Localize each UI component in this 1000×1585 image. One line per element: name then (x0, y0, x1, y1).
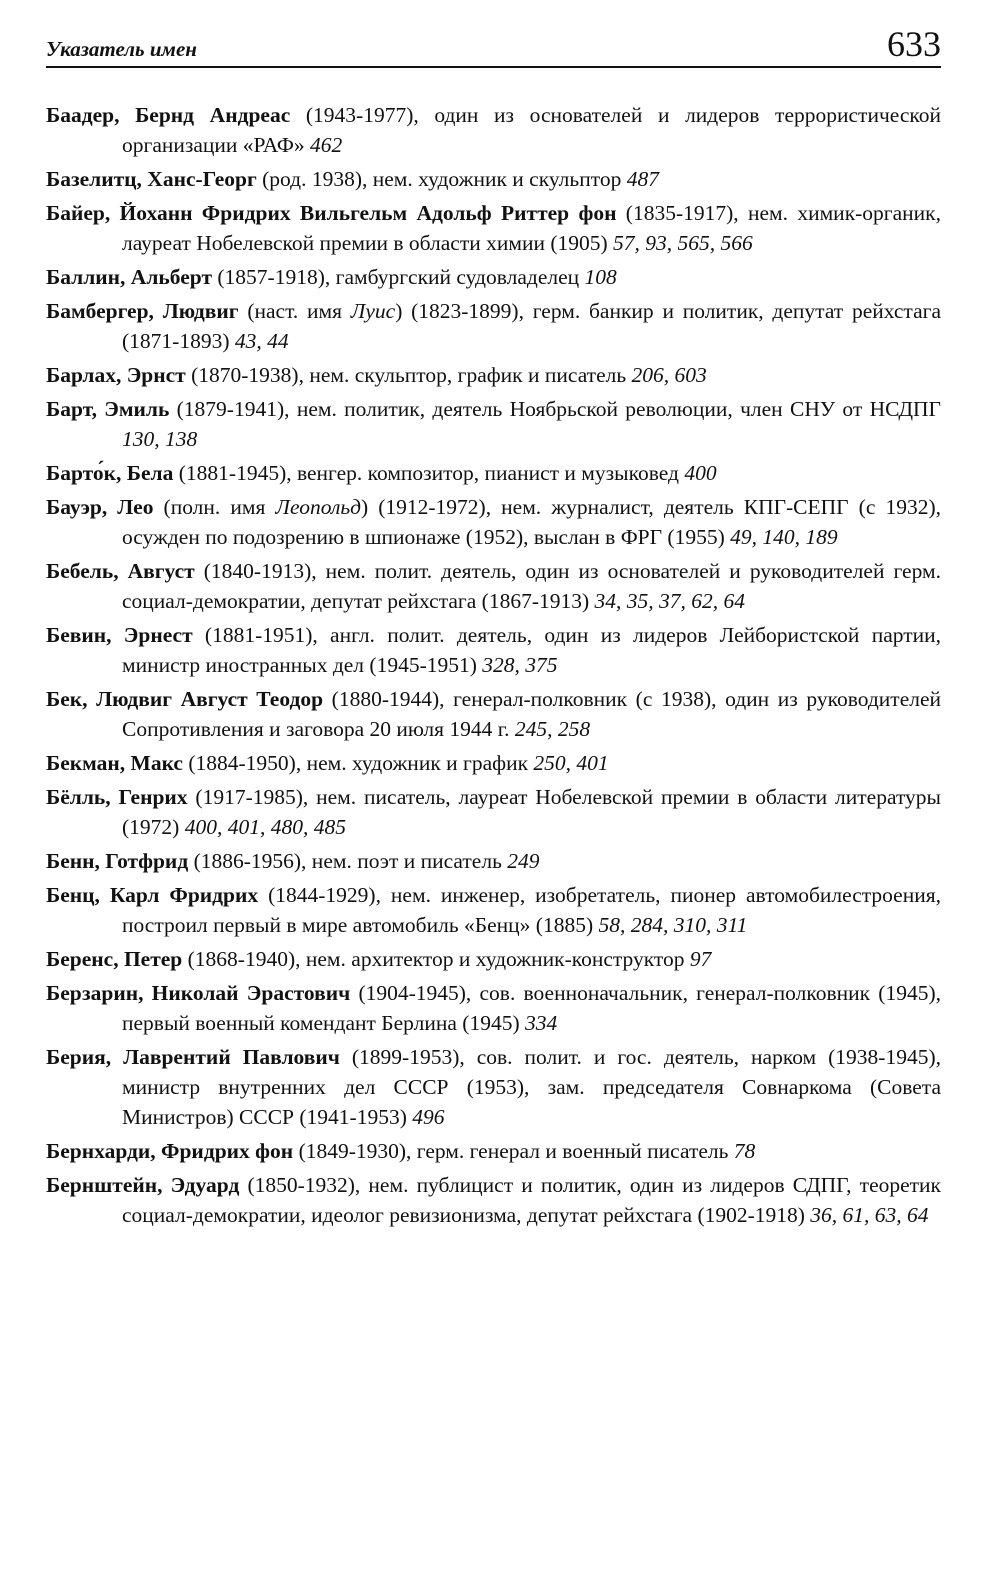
entry-description: (1850-1932), нем. публицист и политик, один из лидеров СДПГ, теоретик социал-демократии, идеолог ревизионизма, депутат рейхстага (1902-1918) (122, 1173, 942, 1227)
index-entry (46, 620, 941, 680)
index-entry (46, 782, 941, 842)
page-header (46, 26, 941, 68)
entry-pages: 250, 401 (533, 751, 609, 775)
entry-pages: 130, 138 (122, 427, 198, 451)
entry-description-italic: Луис (350, 299, 396, 323)
entry-name: Байер, Йоханн Фридрих Вильгельм Адольф Риттер фон (46, 201, 617, 225)
entry-description: (1870-1938), нем. скульптор, график и писатель (185, 363, 632, 387)
entry-description: (1835-1917), нем. химик-органик, лауреат Нобелевской премии в области химии (1905) (122, 201, 941, 255)
entry-pages: 487 (626, 167, 659, 191)
entry-description: (1849-1930), герм. генерал и военный писатель (293, 1139, 734, 1163)
entry-pages: 108 (584, 265, 617, 289)
entry-pages: 496 (412, 1105, 445, 1129)
index-entry (46, 262, 941, 292)
index-entry (46, 100, 941, 160)
index-entry (46, 198, 941, 258)
index-entry (46, 880, 941, 940)
entry-name: Барлах, Эрнст (46, 363, 186, 387)
entry-pages: 334 (525, 1011, 558, 1035)
entry-name: Баадер, Бернд Андреас (46, 103, 291, 127)
index-entry (46, 360, 941, 390)
entry-pages: 328, 375 (482, 653, 558, 677)
entry-pages: 97 (689, 947, 712, 971)
entry-pages: 206, 603 (631, 363, 707, 387)
entry-pages: 58, 284, 310, 311 (598, 913, 748, 937)
entry-description-post: ) (1912-1972), нем. журналист, деятель КПГ-СЕПГ (с 1932), осужден по подозрению в шпионаже (1952), выслан в ФРГ (1955) (122, 495, 941, 549)
entry-description: (1904-1945), сов. военноначальник, генерал-полковник (1945), первый военный комендант Берлина (1945) (122, 981, 941, 1035)
index-entry (46, 1136, 941, 1166)
index-entry (46, 492, 941, 552)
entry-pages: 400, 401, 480, 485 (184, 815, 346, 839)
index-entry (46, 394, 941, 454)
entry-description: (1886-1956), нем. поэт и писатель (188, 849, 508, 873)
entry-pages: 249 (507, 849, 540, 873)
entry-pages: 57, 93, 565, 566 (613, 231, 753, 255)
entry-description: (род. 1938), нем. художник и скульптор (256, 167, 627, 191)
entry-description-pre: (полн. имя (153, 495, 276, 519)
entry-pages: 43, 44 (234, 329, 289, 353)
entry-name: Базелитц, Ханс-Георг (46, 167, 257, 191)
index-entry (46, 684, 941, 744)
entry-name: Бернхарди, Фридрих фон (46, 1139, 294, 1163)
entry-name: Барто́к, Бела (46, 461, 174, 485)
index-entry (46, 944, 941, 974)
page-number: 633 (887, 24, 941, 64)
entry-name: Бёлль, Генрих (46, 785, 188, 809)
index-entry (46, 748, 941, 778)
entry-description: (1943-1977), один из основателей и лидеров террористической организации «РАФ» (122, 103, 941, 157)
entry-pages: 400 (684, 461, 717, 485)
index-entries (46, 100, 941, 1230)
index-entry (46, 458, 941, 488)
entry-name: Беренс, Петер (46, 947, 183, 971)
index-entry (46, 296, 941, 356)
entry-name: Бернштейн, Эдуард (46, 1173, 240, 1197)
entry-description: (1917-1985), нем. писатель, лауреат Нобелевской премии в области литературы (1972) (122, 785, 941, 839)
entry-description: (1880-1944), генерал-полковник (с 1938), один из руководителей Сопротивления и заговора 20 июля 1944 г. (122, 687, 942, 741)
entry-description: (1881-1951), англ. полит. деятель, один из лидеров Лейбористской партии, министр иностранных дел (1945-1951) (122, 623, 941, 677)
entry-name: Берзарин, Николай Эрастович (46, 981, 351, 1005)
entry-description: (1899-1953), сов. полит. и гос. деятель, нарком (1938-1945), министр внутренних дел СССР (1953), зам. председателя Совнаркома (Совета Министров) СССР (1941-1953) (122, 1045, 941, 1129)
entry-name: Бамбергер, Людвиг (46, 299, 239, 323)
entry-description-italic: Леопольд (275, 495, 361, 519)
entry-name: Бек, Людвиг Август Теодор (46, 687, 324, 711)
entry-name: Бебель, Август (46, 559, 195, 583)
index-entry (46, 1170, 941, 1230)
entry-description: (1857-1918), гамбургский судовладелец (212, 265, 585, 289)
entry-name: Бенц, Карл Фридрих (46, 883, 259, 907)
entry-pages: 36, 61, 63, 64 (810, 1203, 929, 1227)
index-entry (46, 978, 941, 1038)
index-entry (46, 164, 941, 194)
entry-name: Бевин, Эрнест (46, 623, 193, 647)
running-title: Указатель имен (46, 37, 197, 61)
entry-description: (1879-1941), нем. политик, деятель Ноябрьской революции, член СНУ от НСДПГ (169, 397, 941, 421)
index-entry (46, 556, 941, 616)
entry-description: (1881-1945), венгер. композитор, пианист и музыковед (173, 461, 685, 485)
entry-name: Берия, Лаврентий Павлович (46, 1045, 340, 1069)
index-entry (46, 846, 941, 876)
entry-pages: 49, 140, 189 (730, 525, 838, 549)
entry-description: (1844-1929), нем. инженер, изобретатель, пионер автомобилестроения, построил первый в мире автомобиль «Бенц» (1885) (122, 883, 942, 937)
entry-pages: 462 (310, 133, 343, 157)
entry-name: Бенн, Готфрид (46, 849, 189, 873)
index-entry (46, 1042, 941, 1132)
entry-description-pre: (наст. имя (238, 299, 351, 323)
entry-name: Бекман, Макс (46, 751, 183, 775)
entry-pages: 34, 35, 37, 62, 64 (594, 589, 746, 613)
entry-name: Баллин, Альберт (46, 265, 213, 289)
entry-pages: 78 (733, 1139, 756, 1163)
entry-description-post: ) (1823-1899), герм. банкир и политик, депутат рейхстага (1871-1893) (122, 299, 941, 353)
entry-description: (1884-1950), нем. художник и график (182, 751, 534, 775)
index-page (46, 26, 941, 1234)
entry-description: (1840-1913), нем. полит. деятель, один из основателей и руководителей герм. социал-демократии, депутат рейхстага (1867-1913) (122, 559, 941, 613)
entry-name: Бауэр, Лео (46, 495, 154, 519)
entry-name: Барт, Эмиль (46, 397, 170, 421)
entry-pages: 245, 258 (514, 717, 591, 741)
entry-description: (1868-1940), нем. архитектор и художник-конструктор (182, 947, 690, 971)
